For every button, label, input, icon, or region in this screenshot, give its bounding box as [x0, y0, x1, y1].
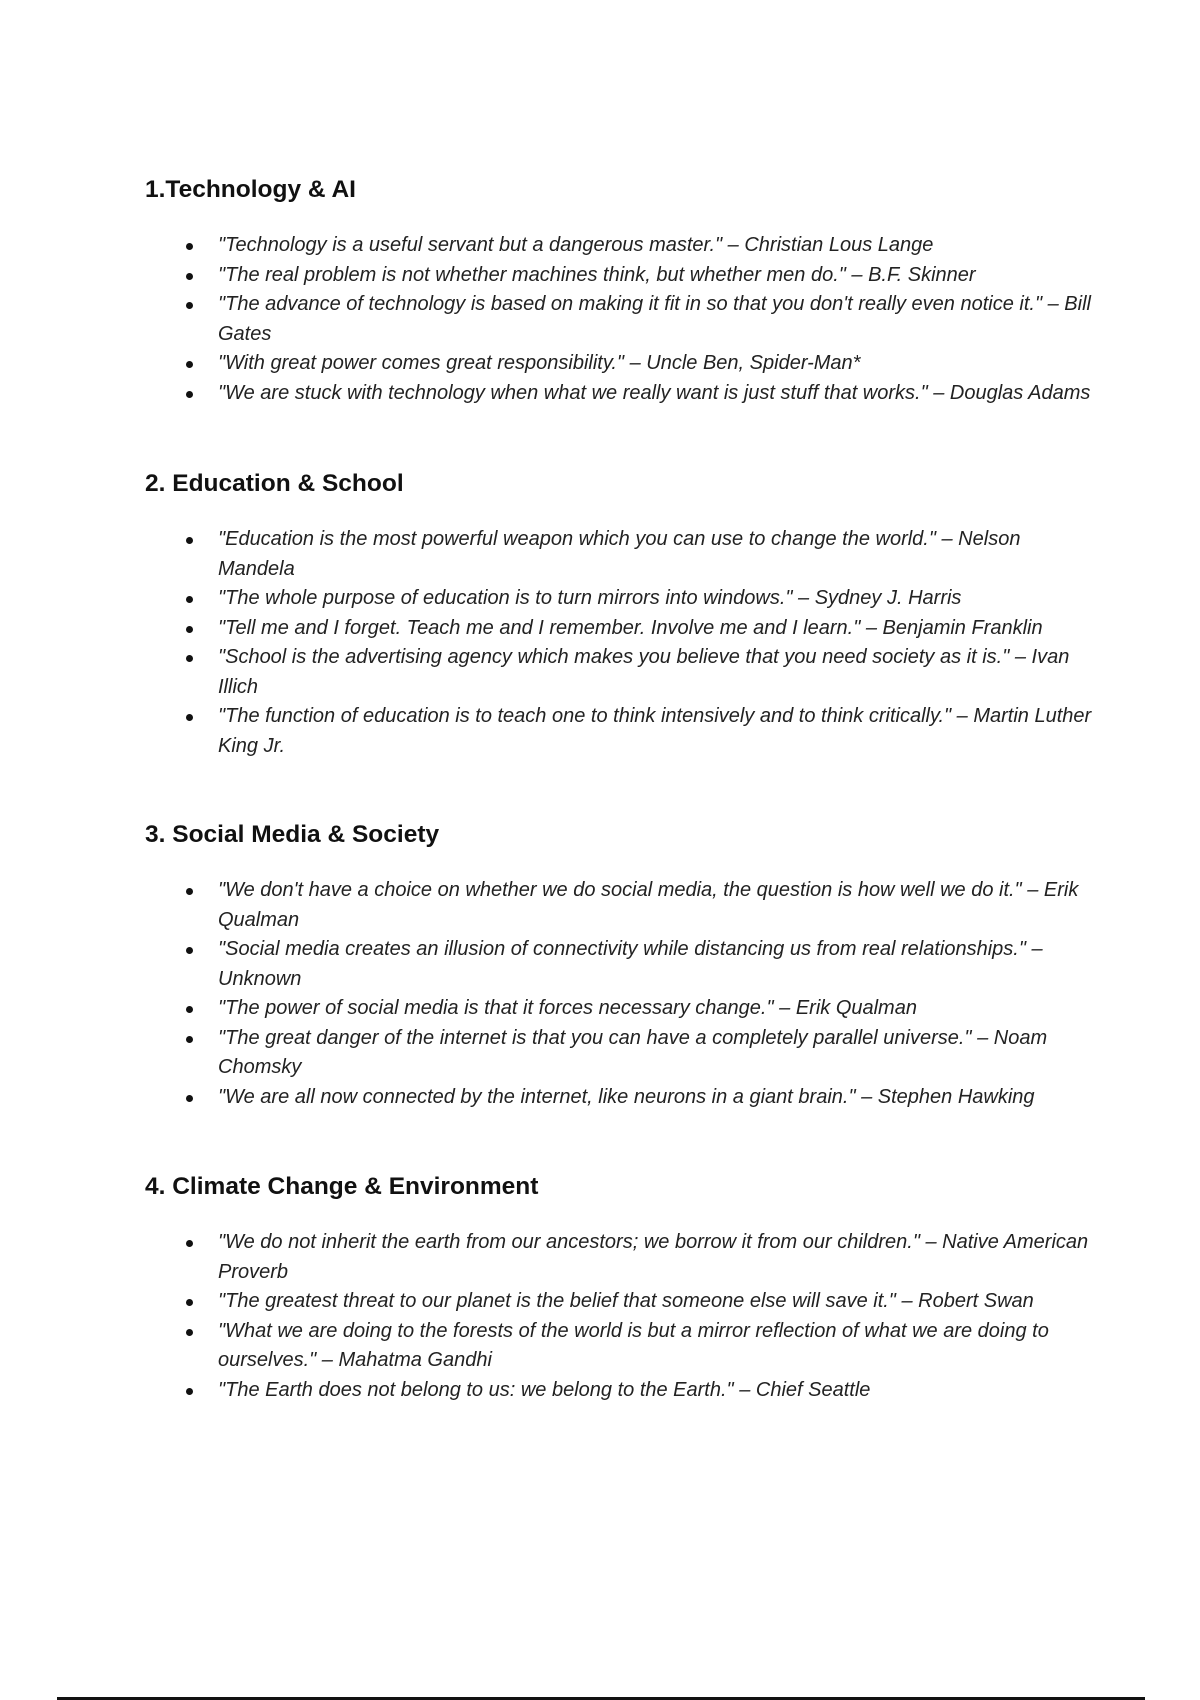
quote-item: [145, 994, 1098, 1024]
quote-item: [145, 1024, 1098, 1083]
section-heading: 2. Education & School: [145, 470, 404, 497]
quote-text: "Social media creates an illusion of connectivity while distancing us from real relationships." – Unknown: [218, 938, 1043, 990]
bullet-icon: [186, 596, 193, 603]
bullet-icon: [186, 361, 193, 368]
bullet-icon: [186, 537, 193, 544]
quote-item: [145, 643, 1098, 702]
quote-text: "The greatest threat to our planet is the belief that someone else will save it." – Robert Swan: [218, 1290, 1034, 1312]
section-1: [145, 175, 1105, 408]
quote-text: "We are stuck with technology when what we really want is just stuff that works." – Douglas Adams: [218, 381, 1091, 404]
quote-text: "Technology is a useful servant but a dangerous master." – Christian Lous Lange: [218, 234, 934, 256]
quote-list: [145, 525, 1105, 761]
section-3: [145, 820, 1105, 1112]
quote-item: [145, 702, 1098, 761]
quote-text: "The whole purpose of education is to turn mirrors into windows." – Sydney J. Harris: [218, 587, 962, 609]
section-heading: 1.Technology & AI: [145, 176, 356, 203]
bullet-icon: [186, 1095, 193, 1102]
quote-item: [145, 1287, 1098, 1317]
quote-text: "We don't have a choice on whether we do social media, the question is how well we do it." – Erik Qualman: [218, 879, 1079, 931]
bullet-icon: [186, 243, 193, 250]
quote-text: "We are all now connected by the internet, like neurons in a giant brain." – Stephen Hawking: [218, 1085, 1035, 1108]
quote-text: "The advance of technology is based on making it fit in so that you don't really even notice it." – Bill Gates: [218, 293, 1091, 345]
quote-item: [145, 290, 1098, 349]
quote-item: [145, 261, 1098, 291]
quote-text: "The real problem is not whether machines think, but whether men do." – B.F. Skinner: [218, 263, 976, 286]
bullet-icon: [186, 273, 193, 280]
quote-item: [145, 525, 1098, 584]
section-heading: 3. Social Media & Society: [145, 821, 440, 848]
quote-list: [145, 876, 1105, 1112]
quote-text: "The function of education is to teach one to think intensively and to think critically." – Martin Luther King Jr.: [218, 705, 1092, 757]
bullet-icon: [186, 1329, 193, 1336]
quote-item: [145, 1228, 1098, 1287]
quote-text: "We do not inherit the earth from our ancestors; we borrow it from our children." – Native American Proverb: [218, 1231, 1089, 1283]
quote-text: "Tell me and I forget. Teach me and I remember. Involve me and I learn." – Benjamin Franklin: [218, 616, 1043, 639]
quote-text: "The power of social media is that it forces necessary change." – Erik Qualman: [218, 997, 917, 1019]
quote-text: "With great power comes great responsibility." – Uncle Ben, Spider-Man*: [218, 352, 861, 374]
bullet-icon: [186, 947, 193, 954]
quote-item: [145, 876, 1098, 935]
quote-text: "School is the advertising agency which makes you believe that you need society as it is." – Ivan Illich: [218, 646, 1070, 698]
bullet-icon: [186, 714, 193, 721]
bullet-icon: [186, 888, 193, 895]
quote-text: "What we are doing to the forests of the world is but a mirror reflection of what we are doing to ourselves." – Mahatma Gandhi: [218, 1319, 1049, 1371]
quote-item: [145, 349, 1098, 379]
quote-item: [145, 231, 1098, 261]
bullet-icon: [186, 1388, 193, 1395]
bullet-icon: [186, 391, 193, 398]
section-4: [145, 1172, 1105, 1405]
quote-item: [145, 614, 1098, 644]
quote-item: [145, 1083, 1098, 1113]
bullet-icon: [186, 302, 193, 309]
quote-text: "The great danger of the internet is that you can have a completely parallel universe." – Noam Chomsky: [218, 1026, 1048, 1078]
bullet-icon: [186, 1240, 193, 1247]
quote-item: [145, 1376, 1098, 1406]
bullet-icon: [186, 1036, 193, 1043]
quote-list: [145, 231, 1105, 408]
quote-text: "The Earth does not belong to us: we belong to the Earth." – Chief Seattle: [218, 1378, 871, 1401]
section-heading: 4. Climate Change & Environment: [145, 1173, 539, 1200]
quote-item: [145, 935, 1098, 994]
bullet-icon: [186, 1006, 193, 1013]
quote-list: [145, 1228, 1105, 1405]
section-2: [145, 469, 1105, 761]
bullet-icon: [186, 626, 193, 633]
bullet-icon: [186, 655, 193, 662]
quote-item: [145, 379, 1098, 409]
quote-text: "Education is the most powerful weapon which you can use to change the world." – Nelson Mandela: [218, 528, 1021, 580]
quote-item: [145, 584, 1098, 614]
bullet-icon: [186, 1299, 193, 1306]
quote-item: [145, 1317, 1098, 1376]
